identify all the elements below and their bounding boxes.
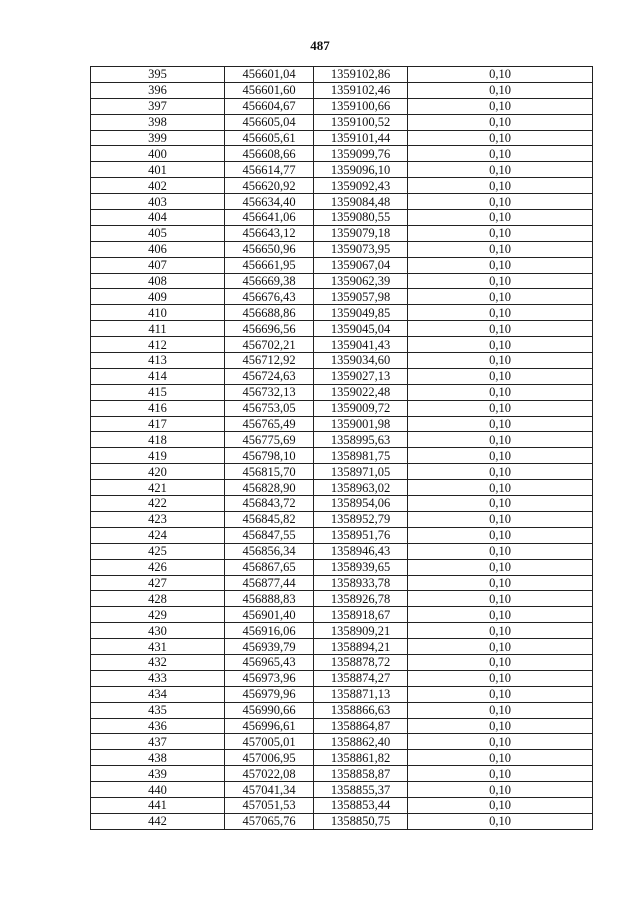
table-row — [91, 178, 593, 194]
point-number-cell: 408 — [91, 273, 225, 289]
table-row — [91, 766, 593, 782]
accuracy-cell: 0,10 — [408, 162, 593, 178]
table-row — [91, 623, 593, 639]
x-coordinate-cell: 456661,95 — [225, 257, 314, 273]
accuracy-cell: 0,10 — [408, 368, 593, 384]
y-coordinate-cell: 1358951,76 — [314, 527, 408, 543]
x-coordinate-cell: 456688,86 — [225, 305, 314, 321]
y-coordinate-cell: 1358971,05 — [314, 464, 408, 480]
table-row — [91, 575, 593, 591]
accuracy-cell: 0,10 — [408, 654, 593, 670]
table-row — [91, 448, 593, 464]
accuracy-cell: 0,10 — [408, 559, 593, 575]
point-number-cell: 422 — [91, 496, 225, 512]
accuracy-cell: 0,10 — [408, 782, 593, 798]
accuracy-cell: 0,10 — [408, 543, 593, 559]
y-coordinate-cell: 1359001,98 — [314, 416, 408, 432]
accuracy-cell: 0,10 — [408, 575, 593, 591]
accuracy-cell: 0,10 — [408, 337, 593, 353]
accuracy-cell: 0,10 — [408, 210, 593, 226]
point-number-cell: 421 — [91, 480, 225, 496]
x-coordinate-cell: 456669,38 — [225, 273, 314, 289]
x-coordinate-cell: 456608,66 — [225, 146, 314, 162]
table-row — [91, 194, 593, 210]
accuracy-cell: 0,10 — [408, 178, 593, 194]
table-row — [91, 607, 593, 623]
table-row — [91, 480, 593, 496]
accuracy-cell: 0,10 — [408, 527, 593, 543]
point-number-cell: 414 — [91, 368, 225, 384]
table-row — [91, 67, 593, 83]
point-number-cell: 405 — [91, 225, 225, 241]
point-number-cell: 403 — [91, 194, 225, 210]
table-row — [91, 750, 593, 766]
point-number-cell: 411 — [91, 321, 225, 337]
coordinates-table-body — [91, 67, 593, 830]
y-coordinate-cell: 1359041,43 — [314, 337, 408, 353]
y-coordinate-cell: 1358933,78 — [314, 575, 408, 591]
table-row — [91, 797, 593, 813]
table-row — [91, 511, 593, 527]
y-coordinate-cell: 1359100,52 — [314, 114, 408, 130]
table-row — [91, 543, 593, 559]
table-row — [91, 289, 593, 305]
x-coordinate-cell: 456650,96 — [225, 241, 314, 257]
point-number-cell: 439 — [91, 766, 225, 782]
accuracy-cell: 0,10 — [408, 511, 593, 527]
table-row — [91, 114, 593, 130]
y-coordinate-cell: 1358866,63 — [314, 702, 408, 718]
y-coordinate-cell: 1359102,86 — [314, 67, 408, 83]
x-coordinate-cell: 456867,65 — [225, 559, 314, 575]
table-row — [91, 337, 593, 353]
table-row — [91, 368, 593, 384]
y-coordinate-cell: 1359080,55 — [314, 210, 408, 226]
point-number-cell: 413 — [91, 353, 225, 369]
point-number-cell: 410 — [91, 305, 225, 321]
accuracy-cell: 0,10 — [408, 194, 593, 210]
accuracy-cell: 0,10 — [408, 480, 593, 496]
point-number-cell: 426 — [91, 559, 225, 575]
y-coordinate-cell: 1359062,39 — [314, 273, 408, 289]
table-row — [91, 416, 593, 432]
accuracy-cell: 0,10 — [408, 289, 593, 305]
y-coordinate-cell: 1358963,02 — [314, 480, 408, 496]
accuracy-cell: 0,10 — [408, 67, 593, 83]
table-row — [91, 210, 593, 226]
y-coordinate-cell: 1359045,04 — [314, 321, 408, 337]
y-coordinate-cell: 1359009,72 — [314, 400, 408, 416]
table-row — [91, 591, 593, 607]
point-number-cell: 404 — [91, 210, 225, 226]
accuracy-cell: 0,10 — [408, 797, 593, 813]
x-coordinate-cell: 456996,61 — [225, 718, 314, 734]
y-coordinate-cell: 1358858,87 — [314, 766, 408, 782]
table-row — [91, 654, 593, 670]
accuracy-cell: 0,10 — [408, 98, 593, 114]
accuracy-cell: 0,10 — [408, 321, 593, 337]
y-coordinate-cell: 1358918,67 — [314, 607, 408, 623]
x-coordinate-cell: 457005,01 — [225, 734, 314, 750]
x-coordinate-cell: 456916,06 — [225, 623, 314, 639]
x-coordinate-cell: 456753,05 — [225, 400, 314, 416]
table-row — [91, 273, 593, 289]
accuracy-cell: 0,10 — [408, 734, 593, 750]
accuracy-cell: 0,10 — [408, 750, 593, 766]
x-coordinate-cell: 457006,95 — [225, 750, 314, 766]
y-coordinate-cell: 1359049,85 — [314, 305, 408, 321]
x-coordinate-cell: 456601,60 — [225, 82, 314, 98]
y-coordinate-cell: 1358939,65 — [314, 559, 408, 575]
accuracy-cell: 0,10 — [408, 114, 593, 130]
table-row — [91, 702, 593, 718]
point-number-cell: 401 — [91, 162, 225, 178]
x-coordinate-cell: 456712,92 — [225, 353, 314, 369]
table-row — [91, 241, 593, 257]
point-number-cell: 418 — [91, 432, 225, 448]
x-coordinate-cell: 456724,63 — [225, 368, 314, 384]
y-coordinate-cell: 1358855,37 — [314, 782, 408, 798]
y-coordinate-cell: 1358878,72 — [314, 654, 408, 670]
point-number-cell: 407 — [91, 257, 225, 273]
table-row — [91, 670, 593, 686]
table-row — [91, 464, 593, 480]
table-row — [91, 718, 593, 734]
point-number-cell: 417 — [91, 416, 225, 432]
accuracy-cell: 0,10 — [408, 273, 593, 289]
table-row — [91, 496, 593, 512]
table-row — [91, 162, 593, 178]
y-coordinate-cell: 1358850,75 — [314, 813, 408, 829]
y-coordinate-cell: 1359073,95 — [314, 241, 408, 257]
table-row — [91, 813, 593, 829]
point-number-cell: 402 — [91, 178, 225, 194]
x-coordinate-cell: 456614,77 — [225, 162, 314, 178]
accuracy-cell: 0,10 — [408, 146, 593, 162]
x-coordinate-cell: 456643,12 — [225, 225, 314, 241]
x-coordinate-cell: 456696,56 — [225, 321, 314, 337]
accuracy-cell: 0,10 — [408, 400, 593, 416]
x-coordinate-cell: 456815,70 — [225, 464, 314, 480]
x-coordinate-cell: 456965,43 — [225, 654, 314, 670]
y-coordinate-cell: 1359027,13 — [314, 368, 408, 384]
y-coordinate-cell: 1359096,10 — [314, 162, 408, 178]
x-coordinate-cell: 456604,67 — [225, 98, 314, 114]
accuracy-cell: 0,10 — [408, 702, 593, 718]
table-row — [91, 639, 593, 655]
y-coordinate-cell: 1358871,13 — [314, 686, 408, 702]
y-coordinate-cell: 1359102,46 — [314, 82, 408, 98]
y-coordinate-cell: 1359084,48 — [314, 194, 408, 210]
y-coordinate-cell: 1358909,21 — [314, 623, 408, 639]
point-number-cell: 419 — [91, 448, 225, 464]
table-row — [91, 305, 593, 321]
x-coordinate-cell: 456601,04 — [225, 67, 314, 83]
x-coordinate-cell: 457065,76 — [225, 813, 314, 829]
accuracy-cell: 0,10 — [408, 257, 593, 273]
y-coordinate-cell: 1358946,43 — [314, 543, 408, 559]
y-coordinate-cell: 1358894,21 — [314, 639, 408, 655]
point-number-cell: 398 — [91, 114, 225, 130]
x-coordinate-cell: 456939,79 — [225, 639, 314, 655]
x-coordinate-cell: 456901,40 — [225, 607, 314, 623]
table-row — [91, 400, 593, 416]
accuracy-cell: 0,10 — [408, 225, 593, 241]
y-coordinate-cell: 1359092,43 — [314, 178, 408, 194]
point-number-cell: 395 — [91, 67, 225, 83]
y-coordinate-cell: 1358864,87 — [314, 718, 408, 734]
x-coordinate-cell: 456605,61 — [225, 130, 314, 146]
point-number-cell: 437 — [91, 734, 225, 750]
accuracy-cell: 0,10 — [408, 305, 593, 321]
y-coordinate-cell: 1358861,82 — [314, 750, 408, 766]
x-coordinate-cell: 457041,34 — [225, 782, 314, 798]
point-number-cell: 432 — [91, 654, 225, 670]
accuracy-cell: 0,10 — [408, 130, 593, 146]
x-coordinate-cell: 456732,13 — [225, 384, 314, 400]
coordinates-table — [90, 66, 593, 830]
point-number-cell: 400 — [91, 146, 225, 162]
accuracy-cell: 0,10 — [408, 813, 593, 829]
accuracy-cell: 0,10 — [408, 623, 593, 639]
y-coordinate-cell: 1359067,04 — [314, 257, 408, 273]
point-number-cell: 434 — [91, 686, 225, 702]
table-row — [91, 82, 593, 98]
x-coordinate-cell: 456845,82 — [225, 511, 314, 527]
x-coordinate-cell: 456828,90 — [225, 480, 314, 496]
accuracy-cell: 0,10 — [408, 591, 593, 607]
table-row — [91, 734, 593, 750]
x-coordinate-cell: 456990,66 — [225, 702, 314, 718]
x-coordinate-cell: 456877,44 — [225, 575, 314, 591]
table-row — [91, 384, 593, 400]
table-row — [91, 257, 593, 273]
y-coordinate-cell: 1359034,60 — [314, 353, 408, 369]
x-coordinate-cell: 457051,53 — [225, 797, 314, 813]
table-row — [91, 782, 593, 798]
accuracy-cell: 0,10 — [408, 416, 593, 432]
x-coordinate-cell: 456765,49 — [225, 416, 314, 432]
page-number: 487 — [310, 38, 330, 53]
accuracy-cell: 0,10 — [408, 607, 593, 623]
y-coordinate-cell: 1358853,44 — [314, 797, 408, 813]
accuracy-cell: 0,10 — [408, 718, 593, 734]
point-number-cell: 396 — [91, 82, 225, 98]
accuracy-cell: 0,10 — [408, 432, 593, 448]
x-coordinate-cell: 456798,10 — [225, 448, 314, 464]
y-coordinate-cell: 1359100,66 — [314, 98, 408, 114]
accuracy-cell: 0,10 — [408, 241, 593, 257]
accuracy-cell: 0,10 — [408, 686, 593, 702]
x-coordinate-cell: 456676,43 — [225, 289, 314, 305]
point-number-cell: 425 — [91, 543, 225, 559]
point-number-cell: 428 — [91, 591, 225, 607]
table-row — [91, 559, 593, 575]
x-coordinate-cell: 456856,34 — [225, 543, 314, 559]
point-number-cell: 423 — [91, 511, 225, 527]
x-coordinate-cell: 456605,04 — [225, 114, 314, 130]
point-number-cell: 415 — [91, 384, 225, 400]
y-coordinate-cell: 1359101,44 — [314, 130, 408, 146]
table-row — [91, 225, 593, 241]
point-number-cell: 427 — [91, 575, 225, 591]
point-number-cell: 436 — [91, 718, 225, 734]
point-number-cell: 441 — [91, 797, 225, 813]
x-coordinate-cell: 456702,21 — [225, 337, 314, 353]
y-coordinate-cell: 1359079,18 — [314, 225, 408, 241]
point-number-cell: 416 — [91, 400, 225, 416]
accuracy-cell: 0,10 — [408, 766, 593, 782]
accuracy-cell: 0,10 — [408, 384, 593, 400]
point-number-cell: 442 — [91, 813, 225, 829]
point-number-cell: 438 — [91, 750, 225, 766]
point-number-cell: 399 — [91, 130, 225, 146]
table-row — [91, 98, 593, 114]
accuracy-cell: 0,10 — [408, 448, 593, 464]
x-coordinate-cell: 456979,96 — [225, 686, 314, 702]
point-number-cell: 397 — [91, 98, 225, 114]
y-coordinate-cell: 1358995,63 — [314, 432, 408, 448]
table-row — [91, 321, 593, 337]
y-coordinate-cell: 1358926,78 — [314, 591, 408, 607]
table-row — [91, 432, 593, 448]
x-coordinate-cell: 456843,72 — [225, 496, 314, 512]
table-row — [91, 527, 593, 543]
point-number-cell: 409 — [91, 289, 225, 305]
x-coordinate-cell: 456888,83 — [225, 591, 314, 607]
x-coordinate-cell: 456775,69 — [225, 432, 314, 448]
y-coordinate-cell: 1359022,48 — [314, 384, 408, 400]
point-number-cell: 440 — [91, 782, 225, 798]
point-number-cell: 429 — [91, 607, 225, 623]
y-coordinate-cell: 1358952,79 — [314, 511, 408, 527]
accuracy-cell: 0,10 — [408, 353, 593, 369]
x-coordinate-cell: 456620,92 — [225, 178, 314, 194]
accuracy-cell: 0,10 — [408, 464, 593, 480]
point-number-cell: 431 — [91, 639, 225, 655]
table-row — [91, 146, 593, 162]
y-coordinate-cell: 1359057,98 — [314, 289, 408, 305]
x-coordinate-cell: 457022,08 — [225, 766, 314, 782]
y-coordinate-cell: 1358954,06 — [314, 496, 408, 512]
point-number-cell: 435 — [91, 702, 225, 718]
x-coordinate-cell: 456847,55 — [225, 527, 314, 543]
accuracy-cell: 0,10 — [408, 670, 593, 686]
point-number-cell: 433 — [91, 670, 225, 686]
accuracy-cell: 0,10 — [408, 639, 593, 655]
table-row — [91, 353, 593, 369]
point-number-cell: 430 — [91, 623, 225, 639]
y-coordinate-cell: 1359099,76 — [314, 146, 408, 162]
table-row — [91, 686, 593, 702]
point-number-cell: 412 — [91, 337, 225, 353]
point-number-cell: 420 — [91, 464, 225, 480]
accuracy-cell: 0,10 — [408, 82, 593, 98]
y-coordinate-cell: 1358874,27 — [314, 670, 408, 686]
point-number-cell: 406 — [91, 241, 225, 257]
accuracy-cell: 0,10 — [408, 496, 593, 512]
x-coordinate-cell: 456641,06 — [225, 210, 314, 226]
y-coordinate-cell: 1358862,40 — [314, 734, 408, 750]
x-coordinate-cell: 456973,96 — [225, 670, 314, 686]
x-coordinate-cell: 456634,40 — [225, 194, 314, 210]
table-row — [91, 130, 593, 146]
point-number-cell: 424 — [91, 527, 225, 543]
y-coordinate-cell: 1358981,75 — [314, 448, 408, 464]
